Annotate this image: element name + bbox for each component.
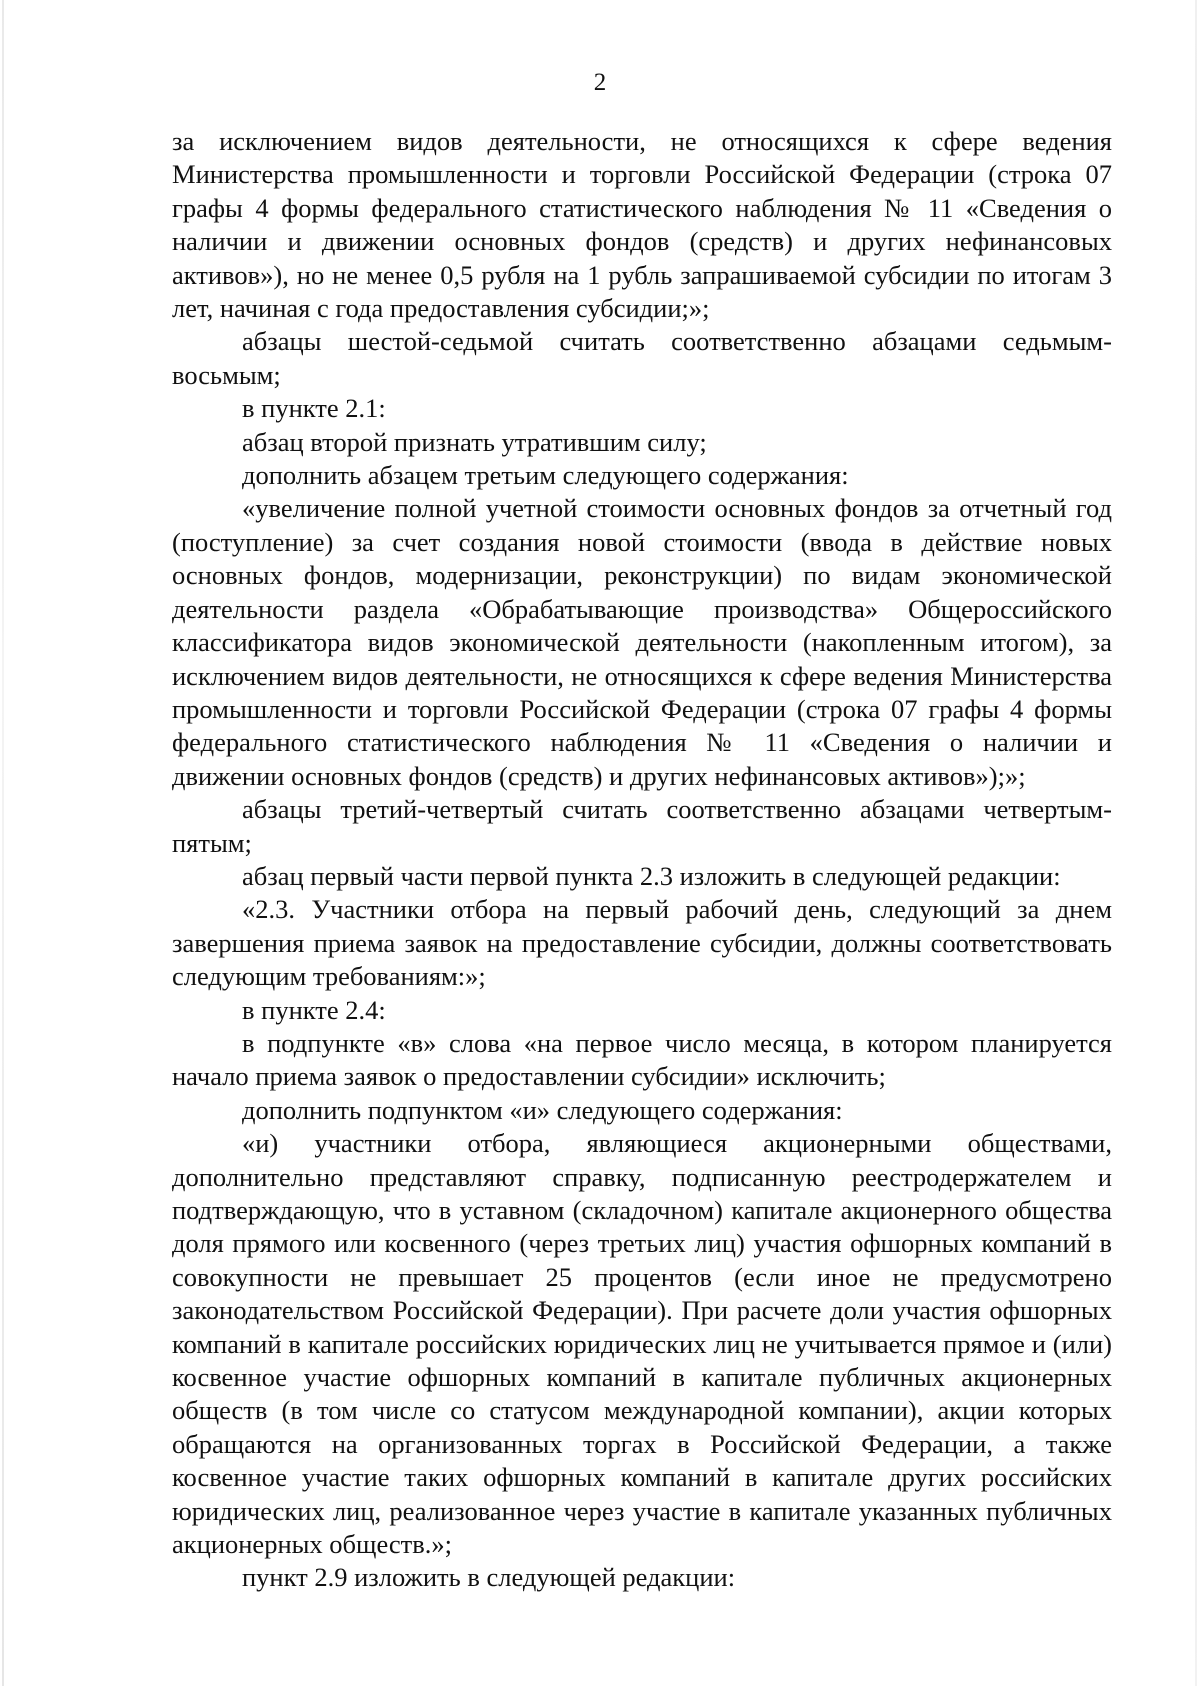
paragraph: за исключением видов деятельности, не относящихся к сфере ведения Министерства промышленности и торговли Российской Федерации (строка 07 графы 4 формы федерального статистического наблюдения № 11 «Сведения о наличии и движении основных фондов (средств) и других нефинансовых активов»), но не менее 0,5 рубля на 1 рубль запрашиваемой субсидии по итогам 3 лет, начиная с года предоставления субсидии;»; [172, 126, 1112, 324]
paragraph: пункт 2.9 изложить в следующей редакции: [242, 1562, 736, 1593]
scan-edge-right [1195, 0, 1197, 1686]
paragraph: дополнить абзацем третьим следующего содержания: [242, 460, 849, 491]
scan-edge-left [2, 0, 4, 1686]
paragraph: дополнить подпунктом «и» следующего содержания: [242, 1094, 843, 1125]
paragraph: «2.3. Участники отбора на первый рабочий день, следующий за днем завершения приема заявок на предоставление субсидии, должны соответствовать следующим требованиям:»; [172, 894, 1112, 992]
paragraph: абзац первый части первой пункта 2.3 изложить в следующей редакции: [242, 860, 1061, 891]
paragraph: абзацы третий-четвертый считать соответственно абзацами четвертым-пятым; [172, 794, 1112, 858]
page-number: 2 [593, 69, 607, 96]
paragraph: в пункте 2.4: [242, 994, 386, 1025]
paragraph: в подпункте «в» слова «на первое число месяца, в котором планируется начало приема заявок о предоставлении субсидии» исключить; [172, 1027, 1112, 1092]
paragraph: «увеличение полной учетной стоимости основных фондов за отчетный год (поступление) за счет создания новой стоимости (ввода в действие новых основных фондов, модернизации, реконструкции) по видам экономической деятельности раздела «Обрабатывающие производства» Общероссийского классификатора видов экономической деятельности (накопленным итогом), за исключением видов деятельности, не относящихся к сфере ведения Министерства промышленности и торговли Российской Федерации (строка 07 графы 4 формы федерального статистического наблюдения № 11 «Сведения о наличии и движении основных фондов (средств) и других нефинансовых активов»);»; [172, 493, 1112, 791]
paragraph: «и) участники отбора, являющиеся акционерными обществами, дополнительно представляют справку, подписанную реестродержателем и подтверждающую, что в уставном (складочном) капитале акционерного общества доля прямого или косвенного (через третьих лиц) участия офшорных компаний в совокупности не превышает 25 процентов (если иное не предусмотрено законодательством Российской Федерации). При расчете доли участия офшорных компаний в капитале российских юридических лиц не учитывается прямое и (или) косвенное участие офшорных компаний в капитале публичных акционерных обществ (в том числе со статусом международной компании), акции которых обращаются на организованных торгах в Российской Федерации, а также косвенное участие таких офшорных компаний в капитале других российских юридических лиц, реализованное через участие в капитале указанных публичных акционерных обществ.»; [172, 1128, 1112, 1560]
paragraph: абзацы шестой-седьмой считать соответственно абзацами седьмым-восьмым; [172, 326, 1112, 390]
paragraph: абзац второй признать утратившим силу; [242, 426, 707, 457]
paragraph: в пункте 2.1: [242, 393, 386, 424]
document-body [172, 125, 1112, 1595]
